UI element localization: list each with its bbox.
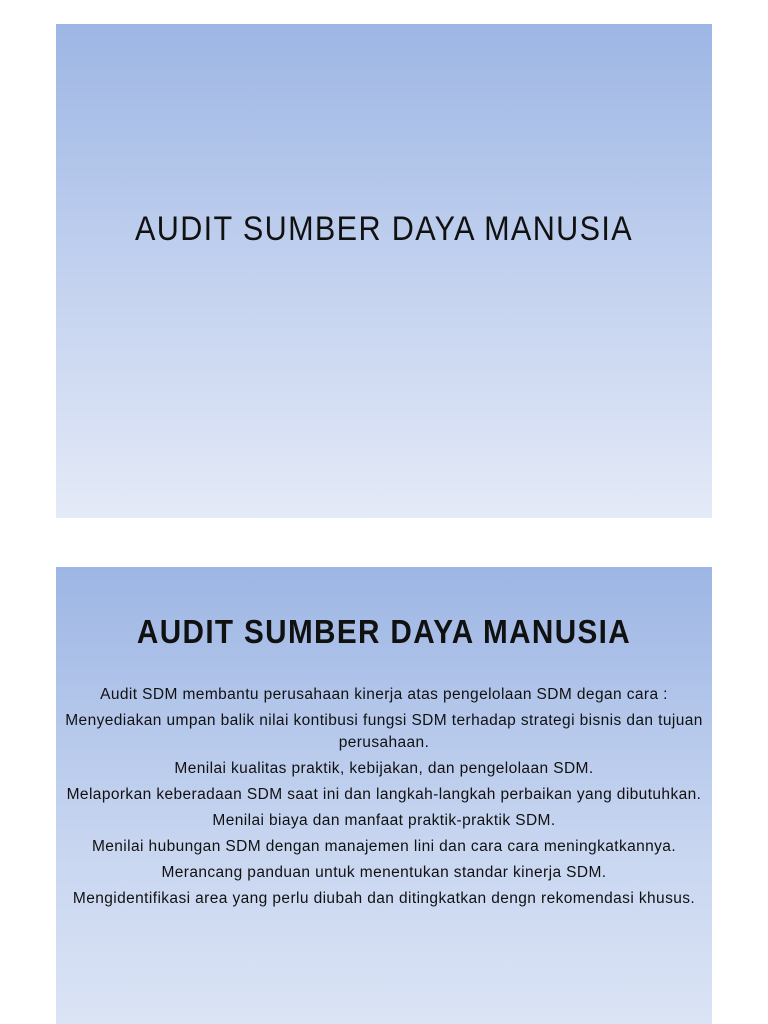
point-identify: Mengidentifikasi area yang perlu diubah dan ditingkatkan dengn rekomendasi khusus. bbox=[72, 890, 696, 907]
point-feedback: Menyediakan umpan balik nilai kontibusi fungsi SDM terhadap strategi bisnis dan tujuan perusahaan. bbox=[65, 712, 703, 751]
point-cost-benefit: Menilai biaya dan manfaat praktik-praktik SDM. bbox=[212, 812, 556, 829]
slide-2 bbox=[56, 567, 712, 1024]
point-intro: Audit SDM membantu perusahaan kinerja atas pengelolaan SDM degan cara : bbox=[100, 686, 668, 703]
slide-1 bbox=[56, 24, 712, 518]
point-report: Melaporkan keberadaan SDM saat ini dan langkah-langkah perbaikan yang dibutuhkan. bbox=[66, 786, 702, 803]
point-quality: Menilai kualitas praktik, kebijakan, dan pengelolaan SDM. bbox=[174, 760, 594, 777]
slide-2-points bbox=[46, 684, 722, 914]
slide-1-title: AUDIT SUMBER DAYA MANUSIA bbox=[135, 210, 633, 248]
point-relationship: Menilai hubungan SDM dengan manajemen lini dan cara cara meningkatkannya. bbox=[91, 838, 677, 855]
point-guidelines: Merancang panduan untuk menentukan standar kinerja SDM. bbox=[161, 864, 607, 881]
slide-2-title: AUDIT SUMBER DAYA MANUSIA bbox=[136, 613, 632, 650]
